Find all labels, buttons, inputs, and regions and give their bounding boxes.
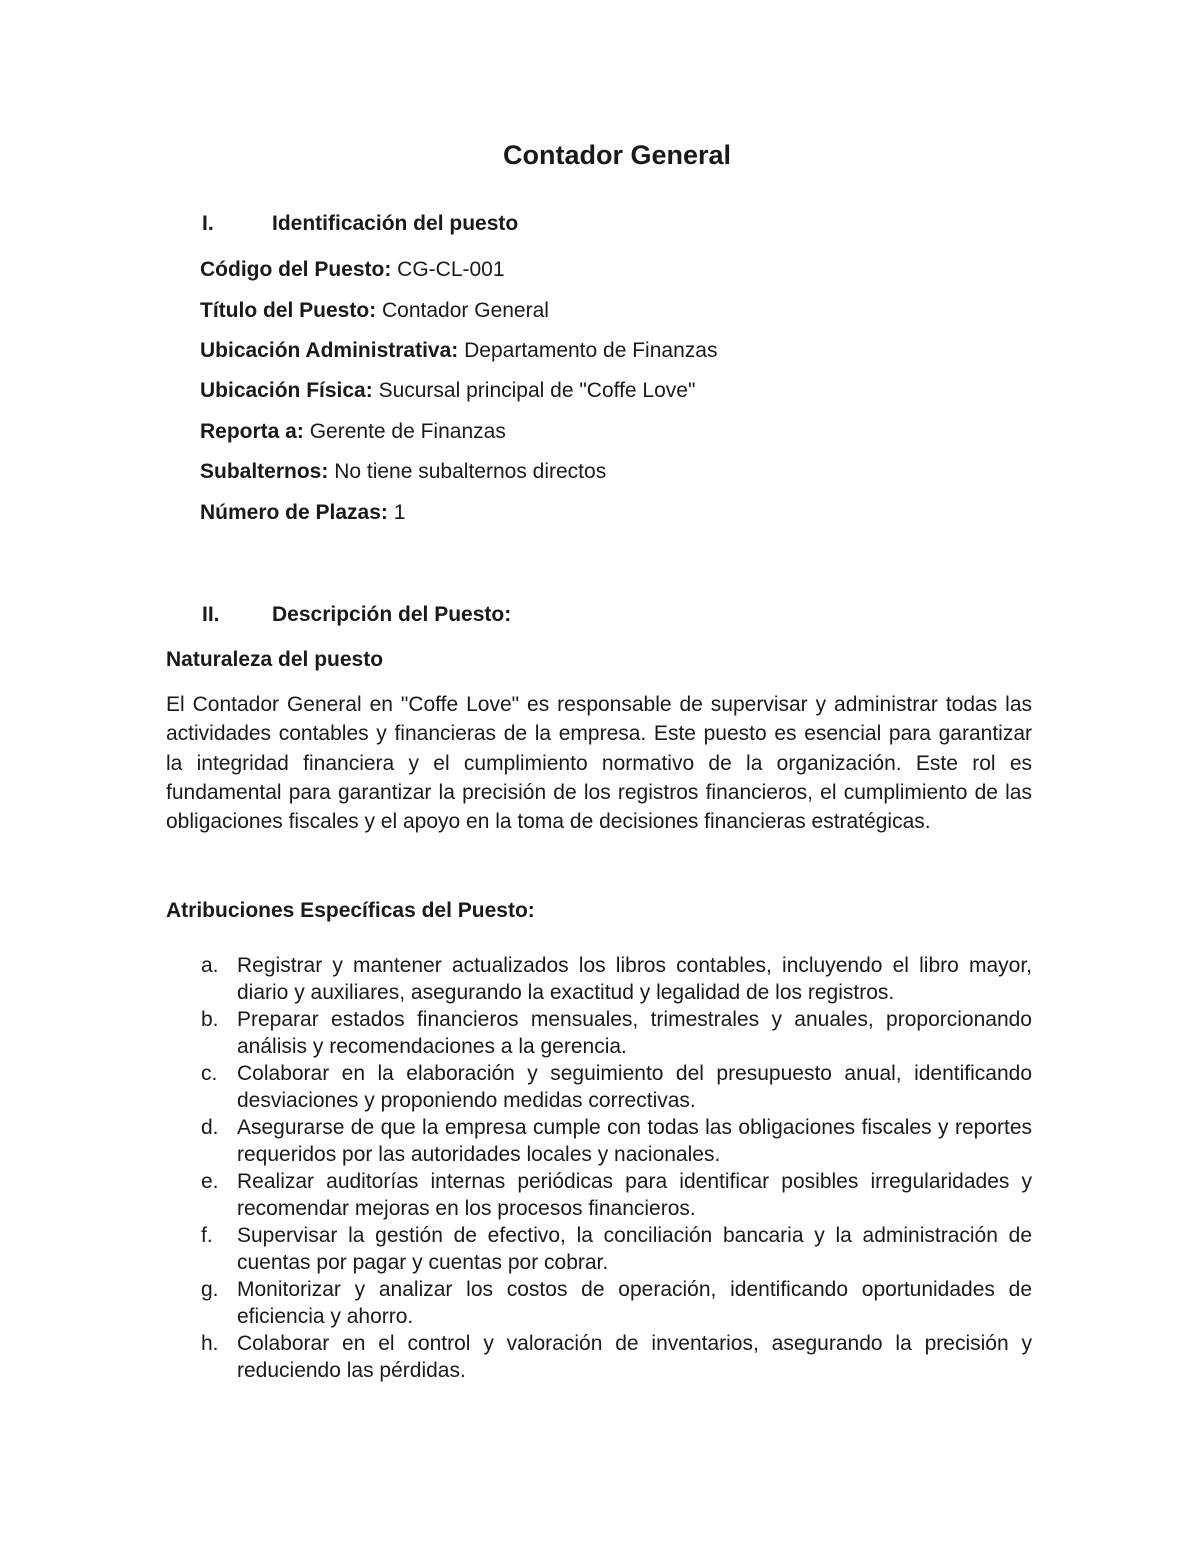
field-value: 1: [393, 501, 406, 524]
list-item: [166, 1330, 1032, 1384]
field-label: Ubicación Física:: [200, 379, 373, 402]
nature-heading: Naturaleza del puesto: [166, 648, 384, 671]
list-item: [166, 1060, 1032, 1114]
duties-heading: Atribuciones Específicas del Puesto:: [166, 899, 535, 922]
section-2-title: Descripción del Puesto:: [272, 603, 512, 626]
list-marker: h.: [201, 1332, 219, 1355]
document-title: Contador General: [502, 140, 732, 170]
list-item: [166, 1114, 1032, 1168]
list-marker: d.: [201, 1116, 219, 1139]
list-item: [166, 1006, 1032, 1060]
list-item-text: Monitorizar y analizar los costos de operación, identificando oportunidades de eficiencia y ahorro.: [237, 1278, 1032, 1328]
list-marker: c.: [201, 1062, 218, 1085]
list-item-text: Preparar estados financieros mensuales, trimestrales y anuales, proporcionando análisis y recomendaciones a la gerencia.: [237, 1008, 1032, 1058]
list-item: [166, 1168, 1032, 1222]
field-label: Código del Puesto:: [200, 258, 392, 281]
list-item: [166, 1222, 1032, 1276]
field-ubicacion-administrativa: [200, 337, 717, 365]
field-reporta-a: [200, 418, 506, 446]
section-2-number: II.: [202, 603, 220, 626]
nature-paragraph: El Contador General en "Coffe Love" es responsable de supervisar y administrar todas las actividades contables y financieras de la empresa. Este puesto es esencial para garantizar la integridad financiera y el cumplimiento normativo de la organización. Este rol es fundamental para garantizar la precisión de los registros financieros, el cumplimiento de las obligaciones fiscales y el apoyo en la toma de decisiones financieras estratégicas.: [166, 693, 1032, 834]
section-1-title: Identificación del puesto: [272, 212, 519, 235]
field-ubicacion-fisica: [200, 377, 695, 405]
field-label: Subalternos:: [200, 460, 329, 483]
field-label: Título del Puesto:: [200, 299, 377, 322]
list-item-text: Realizar auditorías internas periódicas para identificar posibles irregularidades y recomendar mejoras en los procesos financieros.: [237, 1170, 1032, 1220]
field-value: CG-CL-001: [397, 258, 505, 281]
field-label: Ubicación Administrativa:: [200, 339, 459, 362]
field-value: No tiene subalternos directos: [334, 460, 607, 483]
duties-list: [166, 952, 1032, 1384]
section-1-number: I.: [202, 212, 214, 235]
field-label: Reporta a:: [200, 420, 304, 443]
field-codigo-puesto: [200, 256, 505, 284]
field-subalternos: [200, 458, 606, 486]
list-item-text: Asegurarse de que la empresa cumple con todas las obligaciones fiscales y reportes requeridos por las autoridades locales y nacionales.: [237, 1116, 1032, 1166]
field-value: Contador General: [382, 299, 549, 322]
list-item: [166, 952, 1032, 1006]
list-item-text: Registrar y mantener actualizados los libros contables, incluyendo el libro mayor, diario y auxiliares, asegurando la exactitud y legalidad de los registros.: [237, 954, 1032, 1004]
list-marker: b.: [201, 1008, 219, 1031]
field-titulo-puesto: [200, 297, 549, 325]
field-numero-plazas: [200, 499, 405, 527]
field-value: Sucursal principal de "Coffe Love": [378, 379, 696, 402]
list-marker: g.: [201, 1278, 219, 1301]
field-label: Número de Plazas:: [200, 501, 388, 524]
list-item: [166, 1276, 1032, 1330]
list-marker: f.: [201, 1224, 213, 1247]
list-marker: a.: [201, 954, 219, 977]
list-item-text: Supervisar la gestión de efectivo, la conciliación bancaria y la administración de cuentas por pagar y cuentas por cobrar.: [237, 1224, 1032, 1274]
field-value: Departamento de Finanzas: [464, 339, 718, 362]
list-item-text: Colaborar en el control y valoración de inventarios, asegurando la precisión y reduciendo las pérdidas.: [237, 1332, 1032, 1382]
field-value: Gerente de Finanzas: [309, 420, 506, 443]
list-item-text: Colaborar en la elaboración y seguimiento del presupuesto anual, identificando desviaciones y proponiendo medidas correctivas.: [237, 1062, 1032, 1112]
list-marker: e.: [201, 1170, 219, 1193]
